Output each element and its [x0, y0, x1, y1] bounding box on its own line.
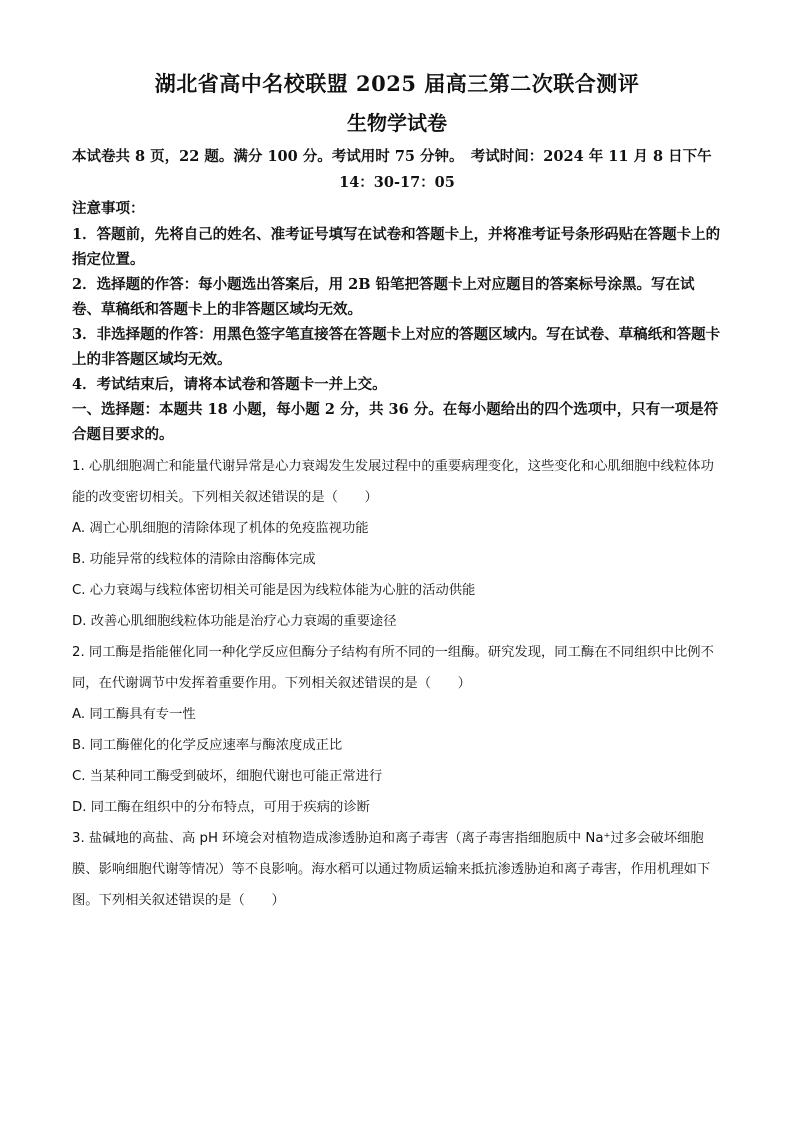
question-stem: 1. 心肌细胞凋亡和能量代谢异常是心力衰竭发生发展过程中的重要病理变化，这些变化和心肌细胞中线粒体功能的改变密切相关。下列相关叙述错误的是（ ）: [72, 459, 714, 505]
option-a: A. 凋亡心肌细胞的清除体现了机体的免疫监视功能: [72, 521, 369, 536]
question-2: [72, 637, 722, 823]
option-a: A. 同工酶具有专一性: [72, 707, 196, 722]
exam-info-line: 本试卷共 8 页，22 题。满分 100 分。考试用时 75 分钟。 考试时间：2024 年 11 月 8 日下午: [72, 148, 712, 165]
notice-item: 3．非选择题的作答：用黑色签字笔直接答在答题卡上对应的答题区域内。写在试卷、草稿纸和答题卡上的非答题区域均无效。: [72, 326, 721, 368]
option-b: B. 功能异常的线粒体的清除由溶酶体完成: [72, 552, 316, 567]
option-c: C. 心力衰竭与线粒体密切相关可能是因为线粒体能为心脏的活动供能: [72, 583, 476, 598]
option-d: D. 改善心肌细胞线粒体功能是治疗心力衰竭的重要途径: [72, 614, 397, 629]
notice-item: 4．考试结束后，请将本试卷和答题卡一并上交。: [72, 376, 387, 393]
notice-heading: 注意事项：: [72, 200, 145, 217]
option-b: B. 同工酶催化的化学反应速率与酶浓度成正比: [72, 738, 343, 753]
option-d: D. 同工酶在组织中的分布特点，可用于疾病的诊断: [72, 800, 370, 815]
notice-item: 1．答题前，先将自己的姓名、准考证号填写在试卷和答题卡上，并将准考证号条形码贴在答题卡上的指定位置。: [72, 226, 721, 268]
exam-title: 湖北省高中名校联盟 2025 届高三第二次联合测评: [154, 71, 640, 96]
question-3: [72, 823, 722, 916]
section-heading: 一、选择题：本题共 18 小题，每小题 2 分，共 36 分。在每小题给出的四个选项中，只有一项是符合题目要求的。: [72, 401, 719, 443]
exam-subtitle: 生物学试卷: [347, 111, 447, 135]
option-c: C. 当某种同工酶受到破坏，细胞代谢也可能正常进行: [72, 769, 383, 784]
exam-page: [72, 68, 722, 916]
question-stem: 3. 盐碱地的高盐、高 pH 环境会对植物造成渗透胁迫和离子毒害（离子毒害指细胞质中 Na⁺过多会破坏细胞膜、影响细胞代谢等情况）等不良影响。海水稻可以通过物质运输来抵抗渗透胁迫和离子毒害，作用机理如下图。下列相关叙述错误的是（ ）: [72, 831, 711, 908]
question-stem: 2. 同工酶是指能催化同一种化学反应但酶分子结构有所不同的一组酶。研究发现，同工酶在不同组织中比例不同，在代谢调节中发挥着重要作用。下列相关叙述错误的是（ ）: [72, 645, 714, 691]
question-1: [72, 451, 722, 637]
exam-time-line: 14：30-17：05: [339, 174, 455, 191]
notice-item: 2．选择题的作答：每小题选出答案后，用 2B 铅笔把答题卡上对应题目的答案标号涂黑。写在试卷、草稿纸和答题卡上的非答题区域均无效。: [72, 276, 695, 318]
